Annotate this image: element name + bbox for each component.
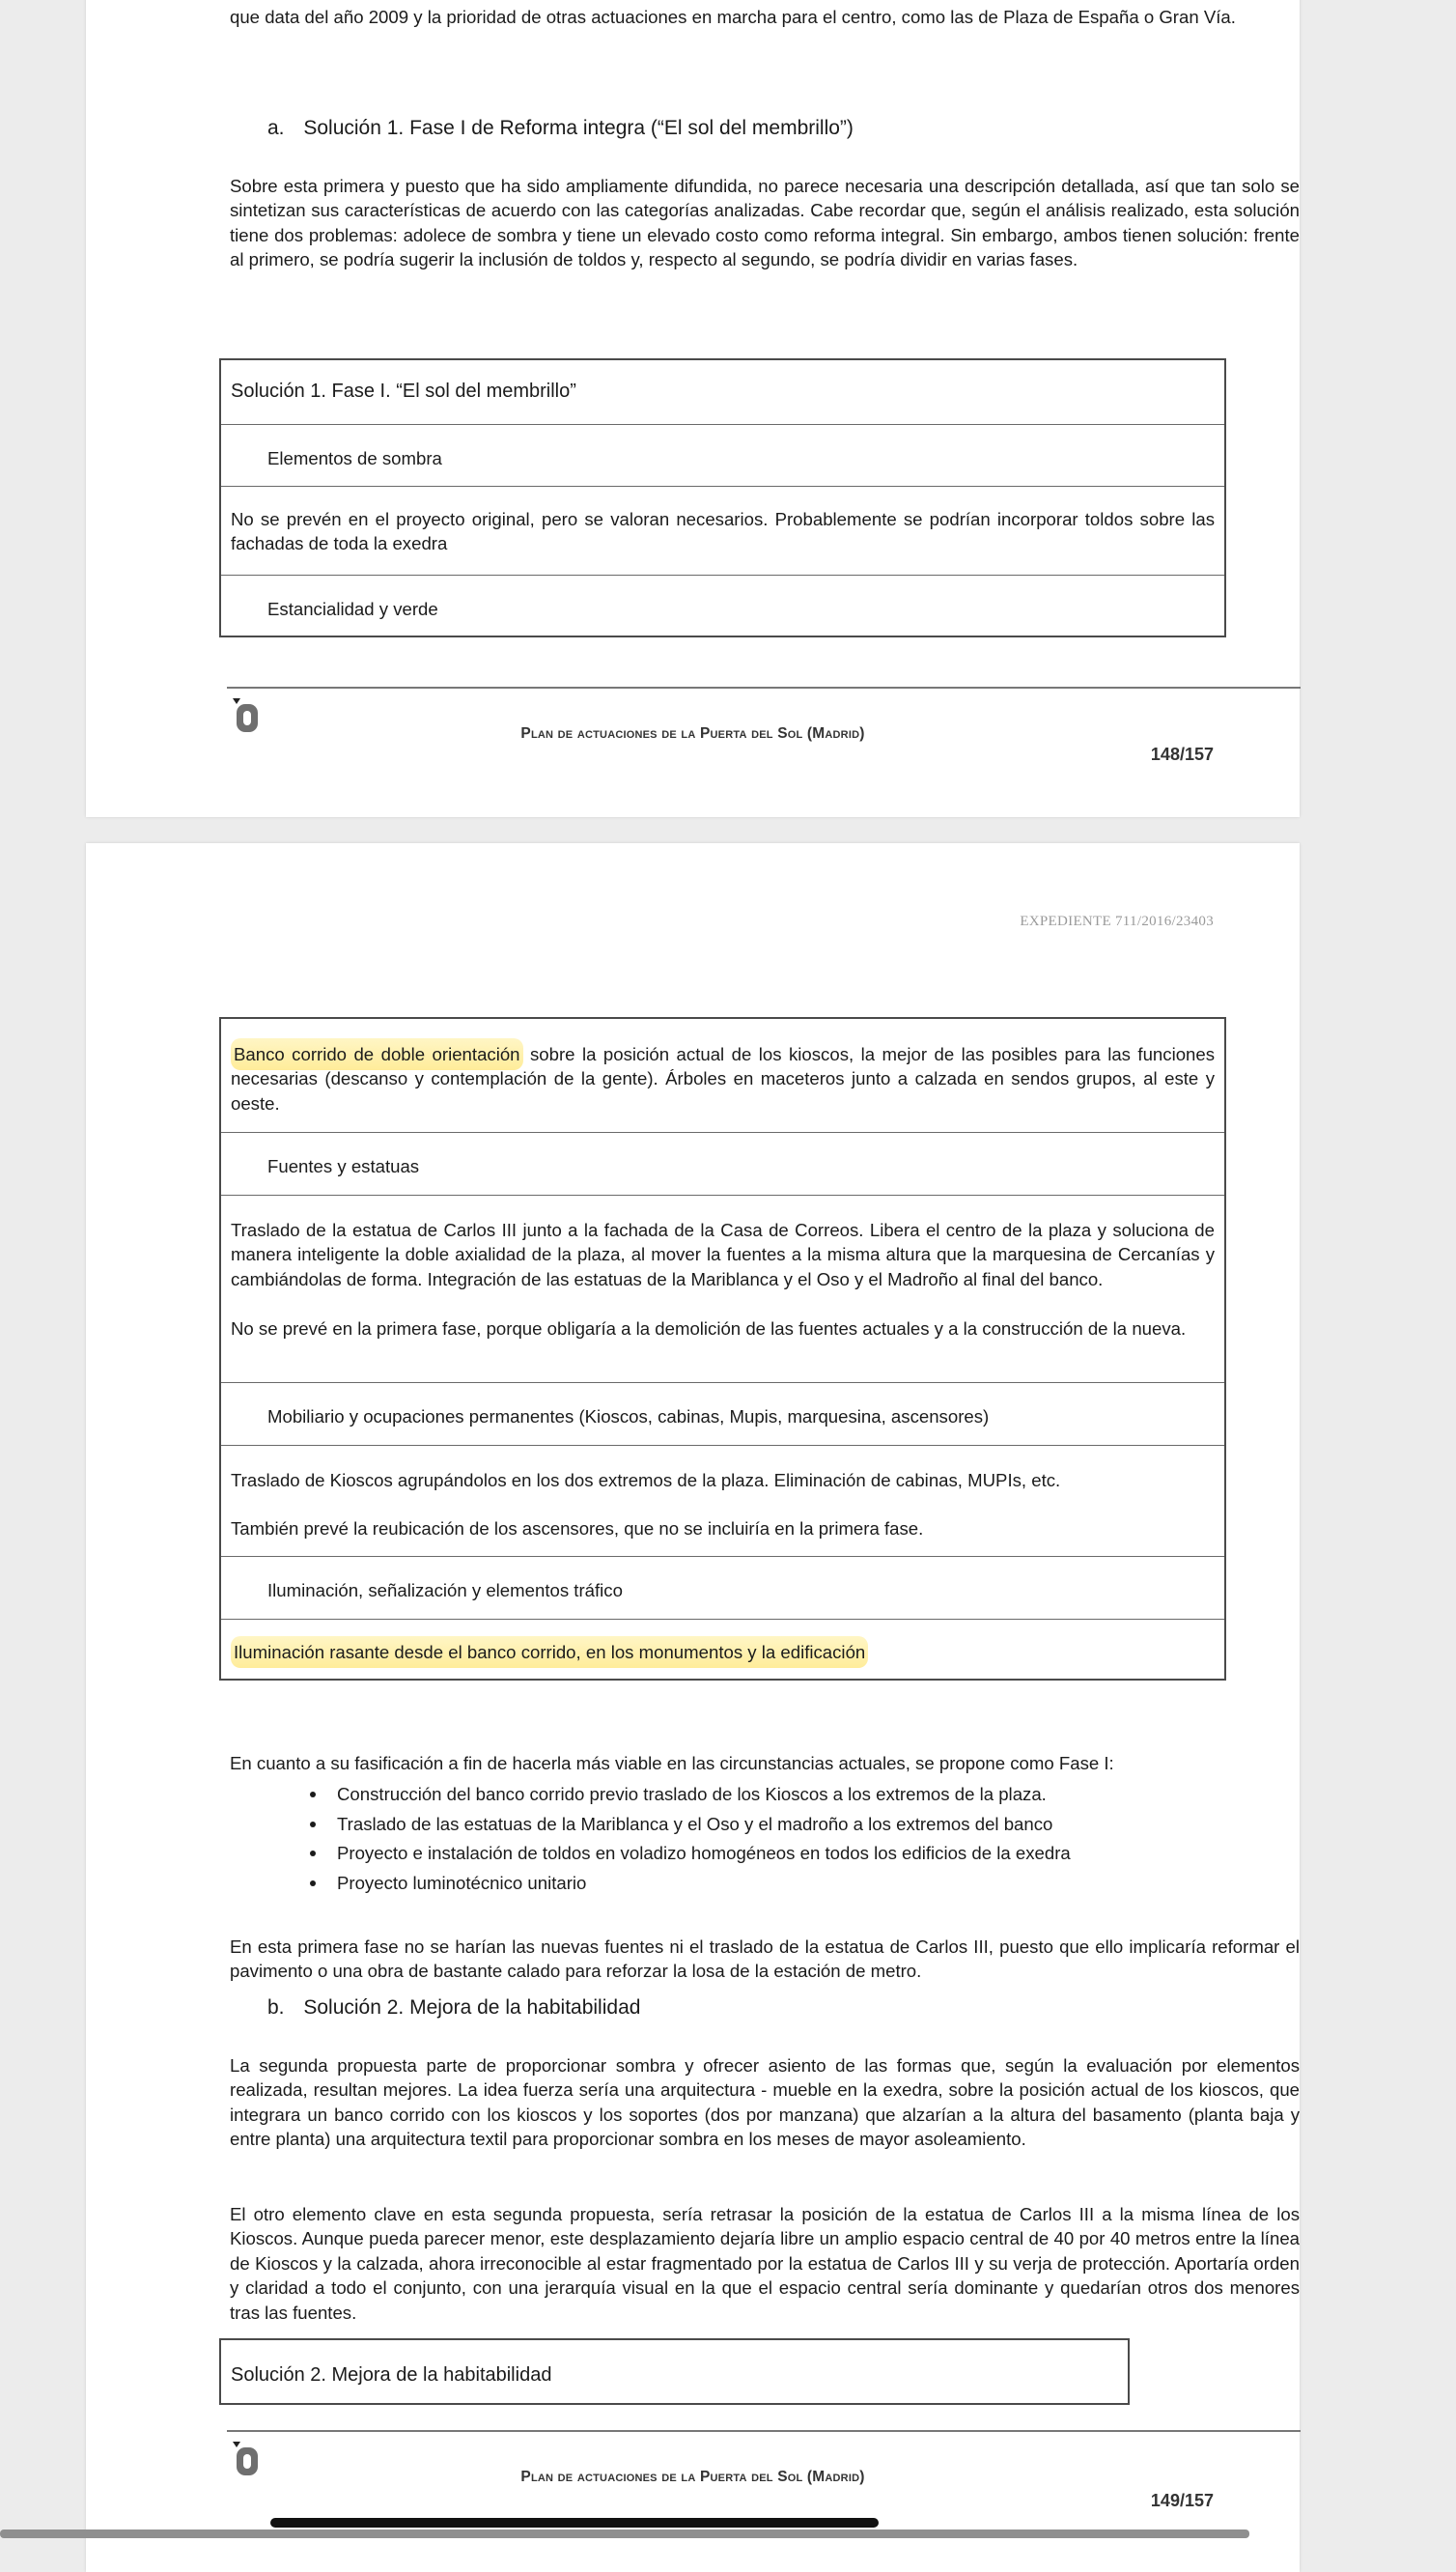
table-row bbox=[221, 424, 1224, 486]
list-item: Proyecto luminotécnico unitario bbox=[308, 1869, 1274, 1899]
paragraph-fase-note: En esta primera fase no se harían las nuevas fuentes ni el traslado de la estatua de Carlos III, puesto que ello implicaría reformar el pavimento o una obra de bastante calado para reforzar la losa de la estación de metro. bbox=[230, 1936, 1300, 1982]
table-category-label: Elementos de sombra bbox=[267, 448, 442, 468]
table-row bbox=[221, 1382, 1224, 1445]
table-row bbox=[221, 1556, 1224, 1619]
table-row bbox=[221, 1195, 1224, 1382]
section-heading-a bbox=[267, 115, 854, 142]
solution-1-table bbox=[219, 358, 1226, 637]
table-row bbox=[221, 575, 1224, 636]
table-row bbox=[221, 1019, 1224, 1132]
paragraph-solucion-2-intro: La segunda propuesta parte de proporcionar sombra y ofrecer asiento de las formas que, según la evaluación por elementos realizada, resultan mejores. La idea fuerza sería una arquitectura - mueble en la exedra, sobre la posición actual de los kioscos, que integrara un banco corrido con los kioscos y los soportes (dos por manzana) que alzarían a la altura del basamento (planta baja y entre planta) una arquitectura textil para proporcionar sombra en los meses de mayor asoleamiento. bbox=[230, 2055, 1300, 2150]
paragraph-solucion-2-detail: El otro elemento clave en esta segunda propuesta, sería retrasar la posición de la estatua de Carlos III a la misma línea de los Kioscos. Aunque pueda parecer menor, este desplazamiento dejaría libre un amplio espacio central de 40 por 40 metros entre la línea de Kioscos y la calzada, ahora irreconocible al estar fragmentado por la estatua de Carlos III y su verja de protección. Aportaría orden y claridad a todo el conjunto, con una jerarquía visual en la que el espacio central sería dominante y quedarían otros dos menores tras las fuentes. bbox=[230, 2204, 1300, 2323]
table-title-row bbox=[221, 360, 1224, 424]
table-title: Solución 2. Mejora de la habitabilidad bbox=[231, 2364, 552, 2386]
footer-divider bbox=[227, 2430, 1301, 2432]
table-category-label: Iluminación, señalización y elementos tráfico bbox=[267, 1580, 623, 1600]
horizontal-scrollbar[interactable] bbox=[0, 2530, 1249, 2538]
phase-1-list bbox=[308, 1780, 1274, 1898]
footer-title: Plan de actuaciones de la Puerta del Sol (Madrid) bbox=[520, 725, 865, 742]
table-row bbox=[221, 1132, 1224, 1195]
highlighted-text: Iluminación rasante desde el banco corrido, en los monumentos y la edificación bbox=[231, 1636, 868, 1668]
list-item: Proyecto e instalación de toldos en voladizo homogéneos en todos los edificios de la exedra bbox=[308, 1839, 1274, 1869]
highlighted-text: Banco corrido de doble orientación bbox=[231, 1038, 523, 1070]
heading-a-label: a. bbox=[267, 117, 285, 139]
paragraph-solucion-1-intro: Sobre esta primera y puesto que ha sido ampliamente difundida, no parece necesaria una descripción detallada, así que tan solo se sintetizan sus características de acuerdo con las categorías analizadas. Cabe recordar que, según el análisis realizado, esta solución tiene dos problemas: adolece de sombra y tiene un elevado costo como reforma integral. Sin embargo, ambos tienen solución: frente al primero, se podría sugerir la inclusión de toldos y, respecto al segundo, se podría dividir en varias fases. bbox=[230, 176, 1300, 270]
document-page-149 bbox=[86, 843, 1300, 2572]
solution-1-table-continued bbox=[219, 1017, 1226, 1681]
table-row bbox=[221, 1445, 1224, 1556]
heading-a-text: Solución 1. Fase I de Reforma integra (“El sol del membrillo”) bbox=[303, 117, 854, 139]
footer-title: Plan de actuaciones de la Puerta del Sol (Madrid) bbox=[520, 2469, 865, 2485]
table-cell-text: Banco corrido de doble orientación sobre la posición actual de los kioscos, la mejor de las posibles para las funciones necesarias (descanso y contemplación de la gente). Árboles en maceteros junto a calzada en sendos grupos, al este y oeste. bbox=[231, 1042, 1215, 1116]
table-cell-text: No se prevé en la primera fase, porque obligaría a la demolición de las fuentes actuales y a la construcción de la nueva. bbox=[231, 1318, 1187, 1339]
table-category-label: Estancialidad y verde bbox=[267, 599, 438, 619]
table-cell-text: Traslado de Kioscos agrupándolos en los dos extremos de la plaza. Eliminación de cabinas, MUPIs, etc. bbox=[231, 1470, 1061, 1490]
solution-2-table bbox=[219, 2338, 1130, 2405]
paragraph-partial: que data del año 2009 y la prioridad de otras actuaciones en marcha para el centro, como las de Plaza de España o Gran Vía. bbox=[230, 7, 1236, 27]
heading-b-label: b. bbox=[267, 1996, 285, 2019]
table-category-label: Mobiliario y ocupaciones permanentes (Kioscos, cabinas, Mupis, marquesina, ascensores) bbox=[267, 1406, 990, 1427]
paragraph-fasificacion-intro: En cuanto a su fasificación a fin de hacerla más viable en las circunstancias actuales, se propone como Fase I: bbox=[230, 1753, 1114, 1773]
list-item: Traslado de las estatuas de la Mariblanca y el Oso y el madroño a los extremos del banco bbox=[308, 1810, 1274, 1840]
list-item: Construcción del banco corrido previo traslado de los Kioscos a los extremos de la plaza. bbox=[308, 1780, 1274, 1810]
expediente-number: EXPEDIENTE 711/2016/23403 bbox=[1020, 914, 1214, 929]
table-row bbox=[221, 1619, 1224, 1679]
page-number: 149/157 bbox=[1150, 2491, 1214, 2510]
page-number: 148/157 bbox=[1150, 745, 1214, 764]
table-cell-text: No se prevén en el proyecto original, pero se valoran necesarios. Probablemente se podrían incorporar toldos sobre las fachadas de toda la exedra bbox=[231, 509, 1215, 554]
table-cell-text bbox=[231, 1640, 1215, 1664]
table-cell-text: También prevé la reubicación de los ascensores, que no se incluiría en la primera fase. bbox=[231, 1518, 924, 1539]
heading-b-text: Solución 2. Mejora de la habitabilidad bbox=[303, 1996, 641, 2019]
section-heading-b bbox=[267, 1994, 640, 2021]
table-row bbox=[221, 486, 1224, 575]
table-title: Solución 1. Fase I. “El sol del membrillo” bbox=[231, 381, 576, 402]
footer-divider bbox=[227, 687, 1301, 689]
home-indicator[interactable] bbox=[270, 2518, 879, 2528]
table-category-label: Fuentes y estatuas bbox=[267, 1156, 420, 1176]
table-cell-text: Traslado de la estatua de Carlos III junto a la fachada de la Casa de Correos. Libera el centro de la plaza y soluciona de manera inteligente la doble axialidad de la plaza, al mover la fuentes a la misma altura que la marquesina de Cercanías y cambiándolas de forma. Integración de las estatuas de la Mariblanca y el Oso y el Madroño al final del banco. bbox=[231, 1220, 1215, 1289]
document-page-148 bbox=[86, 0, 1300, 817]
